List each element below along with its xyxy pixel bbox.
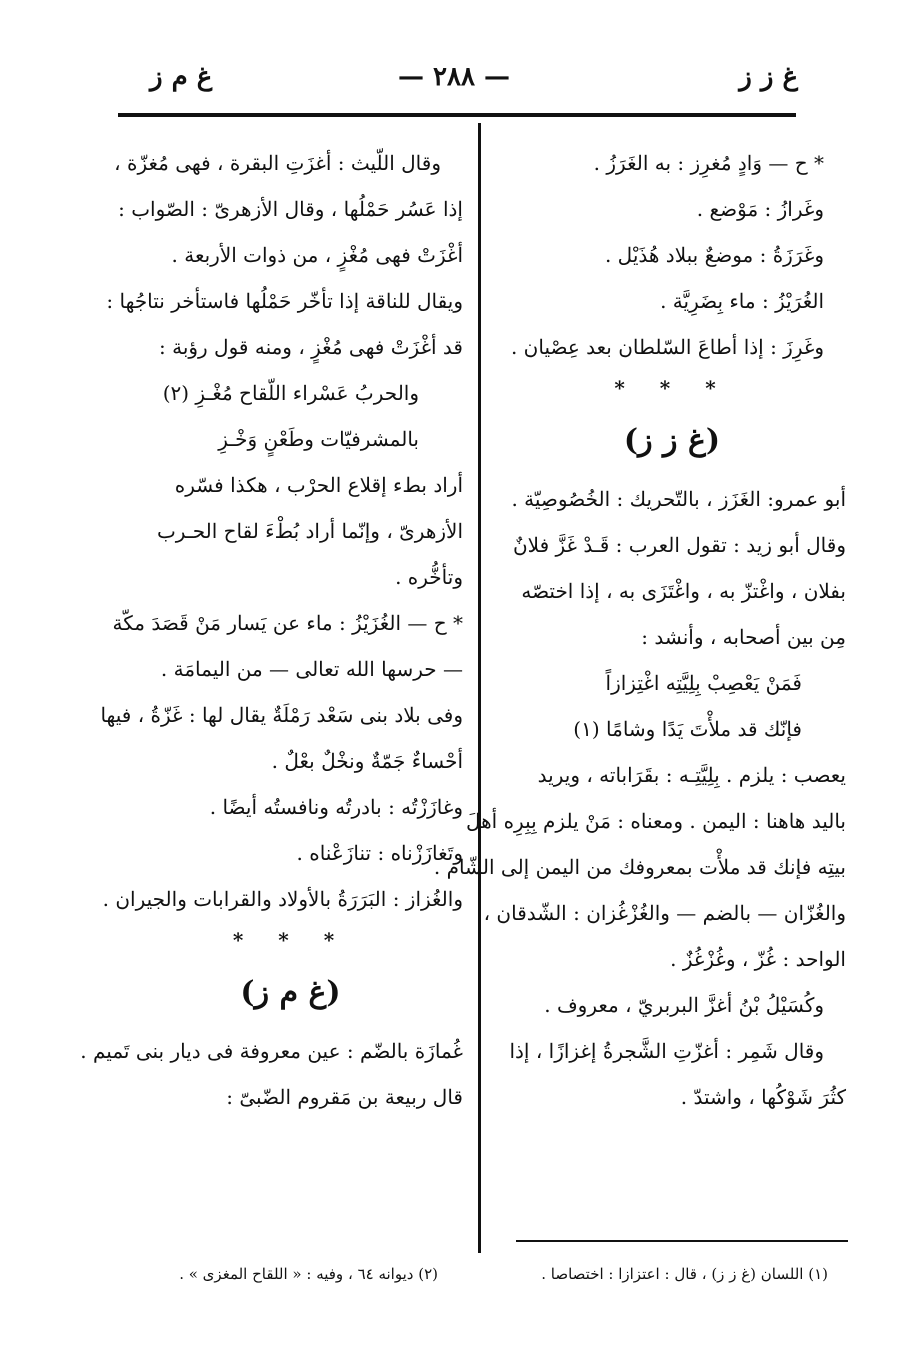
text-line: الأزهرىّ ، وإنّما أراد بُطْءَ لقاح الحـرب bbox=[156, 519, 463, 543]
text-line: * ح — وَادٍ مُغرِز : به الغَرَزُ . bbox=[593, 151, 824, 175]
verse-line: والحربُ عَسْراء اللّقاح مُغْـزِ (٢) bbox=[162, 381, 419, 405]
left-column bbox=[80, 140, 463, 1120]
text-line: وكُسَيْلُ بْنُ أغزَّ البربريّ ، معروف . bbox=[544, 993, 824, 1017]
text-line: وفى بلاد بنى سَعْد رَمْلَةٌ يقال لها : غَزّةُ ، فيها bbox=[100, 703, 463, 727]
footnote-1: (١) اللسان (غ ز ز) ، قال : اعتزازا : اختصاصا . bbox=[541, 1265, 828, 1283]
text-line: كثُرَ شَوْكُها ، واشتدّ . bbox=[680, 1085, 846, 1109]
text-line: قال ربيعة بن مَقروم الضّبىّ : bbox=[226, 1085, 463, 1109]
text-line: أحْساءٌ جَمّةٌ ونخْلٌ بعْلٌ . bbox=[271, 749, 463, 773]
running-head-right-root: غ ز ز bbox=[739, 62, 798, 92]
text-line: وقال أبو زيد : تقول العرب : قَـدْ غَزَّ فلانٌ bbox=[512, 533, 846, 557]
verse-line: فإنّك قد ملأْتَ يَدًا وشامًا (١) bbox=[573, 717, 802, 741]
text-line: وغَرَزَةُ : موضعٌ ببلاد هُذَيْل . bbox=[604, 243, 824, 267]
text-line: أراد بطء إقلاع الحرْب ، هكذا فسّره bbox=[174, 473, 463, 497]
text-line: مِن بين أصحابه ، وأنشد : bbox=[641, 625, 846, 649]
text-line: — حرسها الله تعالى — من اليمامَة . bbox=[160, 657, 463, 681]
right-column bbox=[433, 140, 846, 1120]
text-line: وقال شَمِر : أغزّتِ الشَّجرةُ إغزازًا ، إذا bbox=[509, 1039, 824, 1063]
text-line: وغَرِزَ : إذا أطاعَ السّلطان بعد عِصْيان . bbox=[510, 335, 824, 359]
verse-line: بالمشرفيّات وطَعْنٍ وَخْـزِ bbox=[218, 427, 419, 451]
text-line: والغُزّان — بالضم — والغُزْغُزان : الشّدقان ، bbox=[483, 901, 846, 925]
verse-line: فَمَنْ يَعْصِبْ بِلِيَّتِه اغْتِزازاً bbox=[605, 671, 802, 695]
section-separator: * * * bbox=[232, 928, 349, 952]
text-line: بيتِه فإنك قد ملأْت بمعروفك من اليمن إلى الشّام . bbox=[433, 855, 846, 879]
text-line: وقال اللّيث : أغزَتِ البقرة ، فهى مُغزّة ، bbox=[114, 151, 441, 175]
entry-heading: (غ ز ز) bbox=[623, 423, 721, 458]
text-line: يعصب : يلزم . بِلِيَّتِـه : بقَرَاباته ، ويريد bbox=[537, 763, 846, 787]
text-line: وغَرازُ : مَوْضع . bbox=[696, 197, 824, 221]
text-line: وغازَزْتُه : بادرتُه ونافستُه أيضًا . bbox=[209, 795, 463, 819]
text-line: إذا عَسُر حَمْلُها ، وقال الأزهرىّ : الصّواب : bbox=[118, 197, 463, 221]
text-line: ويقال للناقة إذا تأخّر حَمْلُها فاستأخر نتاجُها : bbox=[106, 289, 463, 313]
text-line: غُمازَة بالضّم : عين معروفة فى ديار بنى تَميم . bbox=[80, 1039, 463, 1063]
footnote-2: (٢) ديوانه ٦٤ ، وفيه : « اللقاح المغزى » . bbox=[179, 1265, 438, 1283]
text-line: والغُزاز : البَرَرَةُ بالأولاد والقرابات والجيران . bbox=[102, 887, 463, 911]
text-line: أبو عمرو: الغَزَز ، بالتّحريك : الخُصُوصِيّة . bbox=[511, 487, 846, 511]
text-line: وتأخُّره . bbox=[395, 565, 463, 589]
column-divider bbox=[478, 123, 481, 1253]
page-number: — ٢٨٨ — bbox=[397, 62, 511, 92]
text-line: وتَغازَزْناه : تنازَعْناه . bbox=[296, 841, 463, 865]
text-line: الواحد : غُزّ ، وغُزْغُزٌ . bbox=[670, 947, 846, 971]
header-rule bbox=[118, 113, 796, 117]
text-line: باليد هاهنا : اليمن . ومعناه : مَنْ يلزم بِبِرِه أهلَ bbox=[465, 809, 846, 833]
text-line: الغُرَيْزُ : ماء بِضَرِيَّة . bbox=[660, 289, 824, 313]
footnote-rule bbox=[516, 1240, 848, 1242]
entry-heading: (غ م ز) bbox=[240, 975, 341, 1010]
text-line: * ح — الغُزَيْزُ : ماء عن يَسار مَنْ قَصَدَ مكّة bbox=[112, 611, 463, 635]
text-line: بفلان ، واغْتزّ به ، واغْتَزَى به ، إذا اختصّه bbox=[521, 579, 846, 603]
section-separator: * * * bbox=[614, 376, 730, 400]
text-line: أغْزَتْ فهى مُغْزٍ ، من ذوات الأربعة . bbox=[171, 243, 463, 267]
text-line: قد أغْزَتْ فهى مُغْزٍ ، ومنه قول رؤبة : bbox=[159, 335, 463, 359]
running-head-left-root: غ م ز bbox=[150, 62, 213, 92]
